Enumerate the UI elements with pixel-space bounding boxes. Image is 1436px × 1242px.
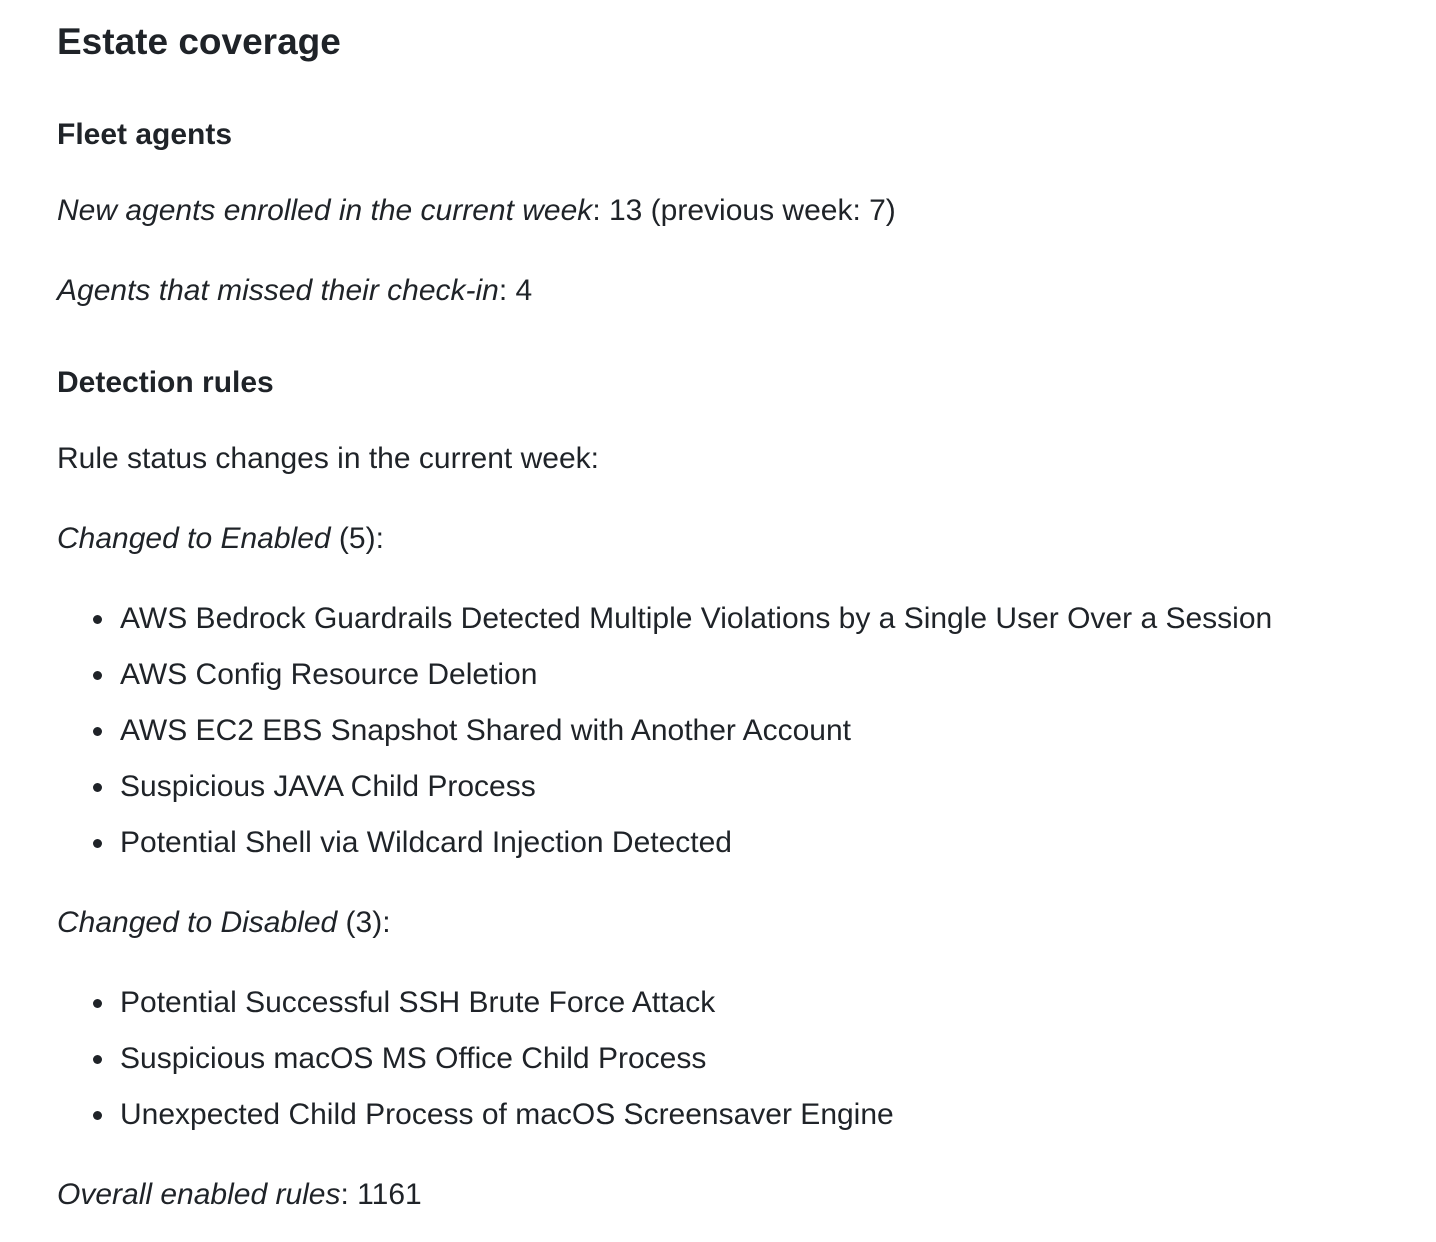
list-item [57, 759, 1272, 815]
missed-checkin-value: : 4 [498, 274, 533, 307]
bullet-icon [93, 615, 102, 624]
enabled-heading [57, 511, 384, 567]
rule-name: Potential Successful SSH Brute Force Attack [120, 986, 716, 1019]
disabled-heading [57, 895, 391, 951]
bullet-icon [93, 999, 102, 1008]
rule-name: Suspicious macOS MS Office Child Process [120, 1042, 707, 1075]
enabled-count: (5): [330, 522, 384, 555]
bullet-icon [93, 1055, 102, 1064]
bullet-icon [93, 1111, 102, 1120]
list-item [57, 647, 1272, 703]
enabled-label: Changed to Enabled [57, 522, 331, 555]
new-agents-stat [57, 183, 896, 239]
new-agents-value: : 13 (previous week: 7) [592, 194, 896, 227]
bullet-icon [93, 783, 102, 792]
bullet-icon [93, 839, 102, 848]
rule-name: Potential Shell via Wildcard Injection Detected [120, 826, 732, 859]
disabled-rules-list [57, 975, 894, 1143]
disabled-label: Changed to Disabled [57, 906, 338, 939]
list-item [57, 1087, 894, 1143]
rule-name: Unexpected Child Process of macOS Screensaver Engine [120, 1098, 894, 1131]
overall-enabled-label: Overall enabled rules [57, 1178, 341, 1211]
rule-name: AWS Bedrock Guardrails Detected Multiple Violations by a Single User Over a Session [120, 602, 1273, 635]
detection-rules-heading: Detection rules [57, 366, 274, 399]
list-item [57, 815, 1272, 871]
missed-checkin-label: Agents that missed their check-in [57, 274, 499, 307]
bullet-icon [93, 671, 102, 680]
rule-name: Suspicious JAVA Child Process [120, 770, 536, 803]
page-title: Estate coverage [57, 21, 341, 62]
rule-name: AWS EC2 EBS Snapshot Shared with Another Account [120, 714, 851, 747]
missed-checkin-stat [57, 263, 532, 319]
new-agents-label: New agents enrolled in the current week [57, 194, 593, 227]
list-item [57, 703, 1272, 759]
overall-enabled-value: : 1161 [340, 1178, 422, 1211]
bullet-icon [93, 727, 102, 736]
rules-intro: Rule status changes in the current week: [57, 442, 599, 475]
rule-name: AWS Config Resource Deletion [120, 658, 538, 691]
enabled-rules-list [57, 591, 1272, 871]
overall-enabled-stat [57, 1167, 422, 1223]
list-item [57, 1031, 894, 1087]
fleet-agents-heading: Fleet agents [57, 118, 233, 151]
list-item [57, 591, 1272, 647]
disabled-count: (3): [337, 906, 391, 939]
list-item [57, 975, 894, 1031]
